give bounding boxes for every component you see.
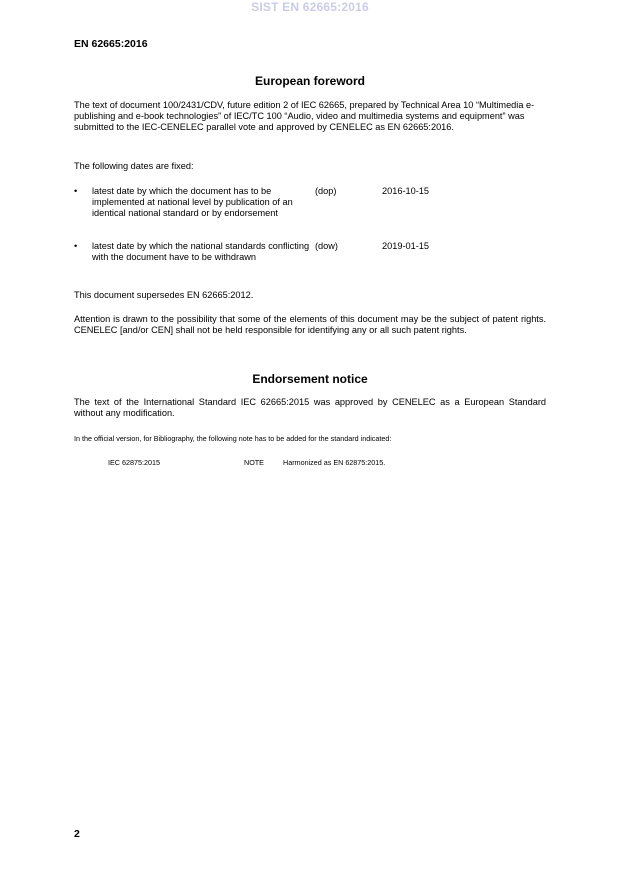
date-abbreviation: (dow) (315, 241, 338, 251)
note-label: NOTE (244, 458, 264, 467)
dates-intro: The following dates are fixed: (74, 161, 194, 171)
bullet: • (74, 241, 78, 251)
patent-rights-paragraph: Attention is drawn to the possibility that some of the elements of this document may be the subject of patent rights. CENELEC [and/or CEN] shall not be held responsible for identifying any or all such patent rights. (74, 314, 546, 335)
endorsement-title: Endorsement notice (252, 372, 368, 386)
date-description: latest date by which the document has to be implemented at national level by publication of an identical national standard or by endorsement (92, 186, 293, 218)
foreword-title: European foreword (254, 74, 365, 88)
note-text: Harmonized as EN 62875:2015. (283, 458, 386, 467)
date-description: latest date by which the national standards conflicting with the document have to be withdrawn (92, 241, 310, 262)
supersedes-paragraph: This document supersedes EN 62665:2012. (74, 290, 254, 300)
foreword-intro-paragraph: The text of document 100/2431/CDV, future edition 2 of IEC 62665, prepared by Technical Area 10 “Multimedia e-publishing and e-book technologies” of IEC/TC 100 “Audio, video and multimedia systems and equipment” was submitted to the IEC-CENELEC parallel vote and approved by CENELEC as EN 62665:2016. (74, 100, 535, 132)
note-standard: IEC 62875:2015 (108, 458, 160, 467)
date-value: 2019-01-15 (382, 241, 429, 251)
bibliography-note-paragraph: In the official version, for Bibliography, the following note has to be added for the standard indicated: (74, 434, 392, 443)
page-number: 2 (74, 828, 80, 840)
endorsement-paragraph: The text of the International Standard IEC 62665:2015 was approved by CENELEC as a European Standard without any modification. (74, 397, 546, 418)
watermark: SIST EN 62665:2016 (251, 0, 369, 14)
bullet: • (74, 186, 78, 196)
date-value: 2016-10-15 (382, 186, 429, 196)
document-id: EN 62665:2016 (74, 38, 148, 50)
date-abbreviation: (dop) (315, 186, 337, 196)
